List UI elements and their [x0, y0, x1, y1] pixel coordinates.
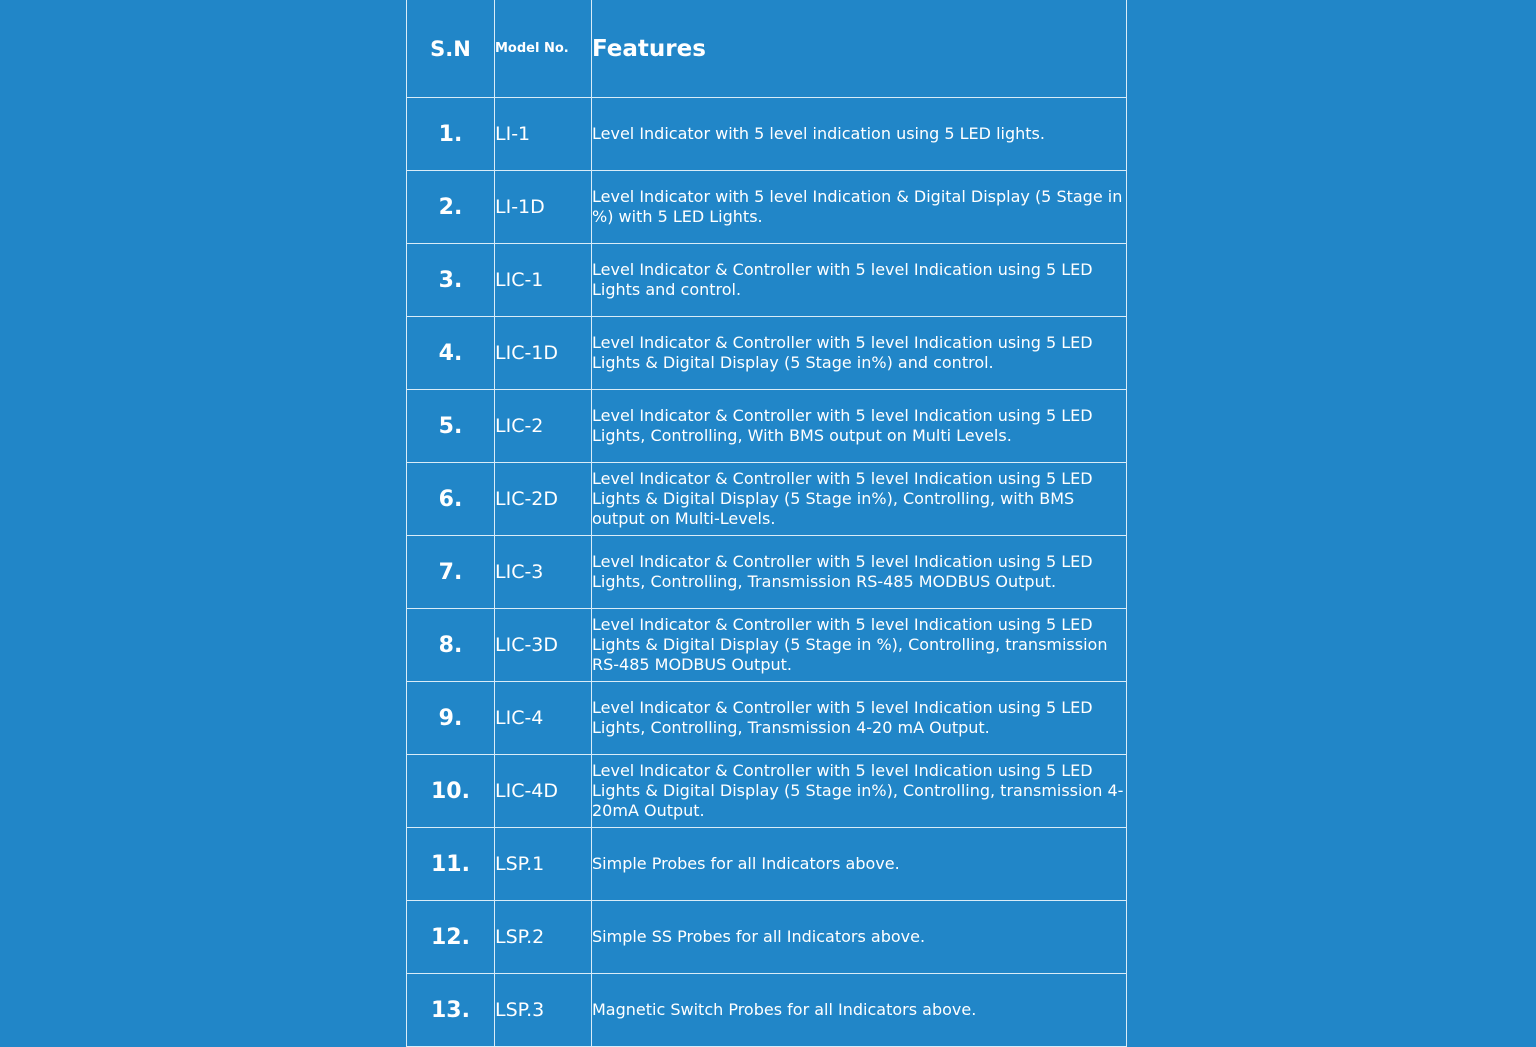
model-number: LIC-1D [495, 317, 592, 390]
table-row [407, 974, 1127, 1047]
model-number: LIC-1 [495, 244, 592, 317]
serial-number: 9. [407, 682, 495, 755]
features-text: Simple Probes for all Indicators above. [592, 828, 1127, 901]
serial-number: 1. [407, 98, 495, 171]
features-text: Simple SS Probes for all Indicators above. [592, 901, 1127, 974]
serial-number: 2. [407, 171, 495, 244]
table-row [407, 390, 1127, 463]
product-features-table [406, 0, 1127, 1047]
model-number: LIC-2D [495, 463, 592, 536]
serial-number: 6. [407, 463, 495, 536]
model-number: LI-1 [495, 98, 592, 171]
table-row [407, 536, 1127, 609]
table-row [407, 901, 1127, 974]
model-number: LIC-2 [495, 390, 592, 463]
features-text: Level Indicator with 5 level Indication & Digital Display (5 Stage in %) with 5 LED Lights. [592, 171, 1127, 244]
table-row [407, 463, 1127, 536]
features-text: Level Indicator & Controller with 5 level Indication using 5 LED Lights & Digital Display (5 Stage in %), Controlling, transmission RS-485 MODBUS Output. [592, 609, 1127, 682]
features-text: Level Indicator with 5 level indication using 5 LED lights. [592, 98, 1127, 171]
serial-number: 7. [407, 536, 495, 609]
model-number: LIC-3D [495, 609, 592, 682]
serial-number: 4. [407, 317, 495, 390]
serial-number: 3. [407, 244, 495, 317]
table-row [407, 98, 1127, 171]
serial-number: 11. [407, 828, 495, 901]
serial-number: 13. [407, 974, 495, 1047]
model-number: LIC-4D [495, 755, 592, 828]
serial-number: 10. [407, 755, 495, 828]
model-number: LSP.3 [495, 974, 592, 1047]
table-row [407, 244, 1127, 317]
table-header-row [407, 0, 1127, 98]
table-row [407, 609, 1127, 682]
features-text: Magnetic Switch Probes for all Indicators above. [592, 974, 1127, 1047]
model-number: LI-1D [495, 171, 592, 244]
model-number: LSP.1 [495, 828, 592, 901]
header-model-number: Model No. [495, 0, 592, 98]
table-row [407, 755, 1127, 828]
serial-number: 12. [407, 901, 495, 974]
model-number: LIC-3 [495, 536, 592, 609]
model-number: LIC-4 [495, 682, 592, 755]
model-number: LSP.2 [495, 901, 592, 974]
table-row [407, 682, 1127, 755]
serial-number: 5. [407, 390, 495, 463]
table-row [407, 317, 1127, 390]
table-row [407, 828, 1127, 901]
features-text: Level Indicator & Controller with 5 level Indication using 5 LED Lights & Digital Display (5 Stage in%), Controlling, transmission 4-20mA Output. [592, 755, 1127, 828]
serial-number: 8. [407, 609, 495, 682]
header-serial-number: S.N [407, 0, 495, 98]
features-text: Level Indicator & Controller with 5 level Indication using 5 LED Lights & Digital Display (5 Stage in%) and control. [592, 317, 1127, 390]
header-features: Features [592, 0, 1127, 98]
features-text: Level Indicator & Controller with 5 level Indication using 5 LED Lights, Controlling, Transmission RS-485 MODBUS Output. [592, 536, 1127, 609]
features-text: Level Indicator & Controller with 5 level Indication using 5 LED Lights and control. [592, 244, 1127, 317]
features-text: Level Indicator & Controller with 5 level Indication using 5 LED Lights, Controlling, Transmission 4-20 mA Output. [592, 682, 1127, 755]
table-row [407, 171, 1127, 244]
features-text: Level Indicator & Controller with 5 level Indication using 5 LED Lights, Controlling, With BMS output on Multi Levels. [592, 390, 1127, 463]
features-text: Level Indicator & Controller with 5 level Indication using 5 LED Lights & Digital Display (5 Stage in%), Controlling, with BMS output on Multi-Levels. [592, 463, 1127, 536]
